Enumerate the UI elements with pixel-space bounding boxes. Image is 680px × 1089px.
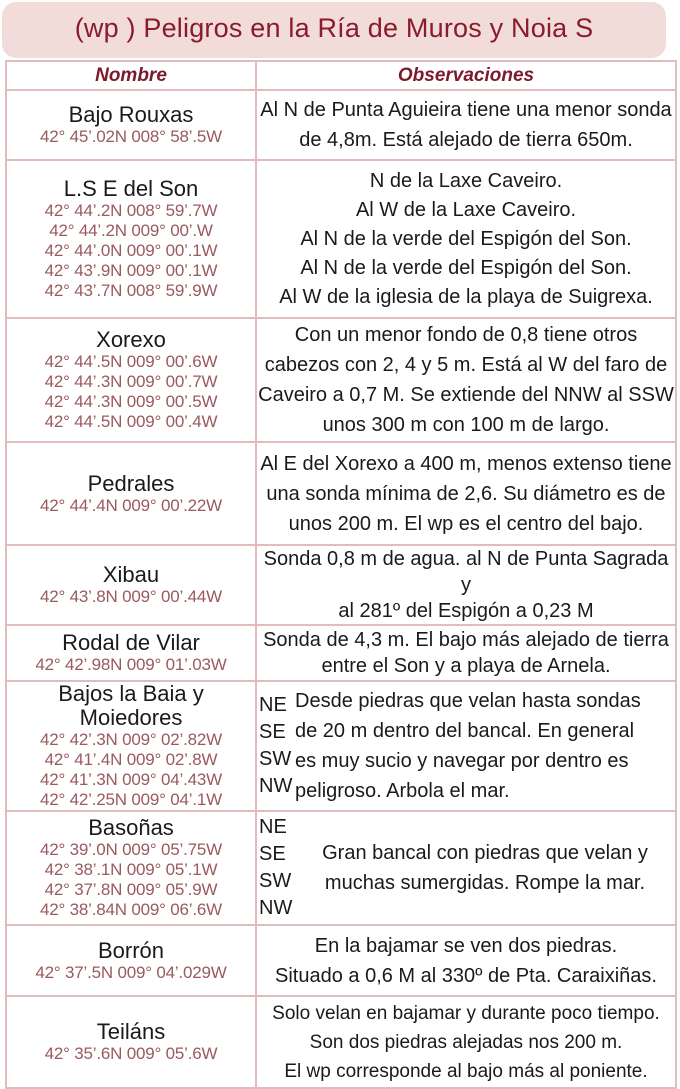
direction-label: SE	[259, 721, 286, 743]
observation-line: Sonda de 4,3 m. El bajo más alejado de tierra	[263, 629, 669, 651]
table-row	[6, 996, 676, 1088]
hazard-coord: 42° 37’.8N 009° 05’.9W	[44, 880, 218, 899]
hazard-name: Xorexo	[96, 327, 166, 352]
header-name: Nombre	[6, 61, 256, 90]
observation-line: Son dos piedras alejadas nos 200 m.	[309, 1031, 623, 1053]
direction-label: NW	[259, 775, 293, 797]
hazard-coord: 42° 44’.0N 009° 00’.1W	[44, 241, 218, 260]
direction-label: NE	[259, 816, 287, 838]
observations-cell	[256, 90, 676, 160]
hazard-name: L.S E del Son	[63, 176, 199, 201]
hazard-name: Basoñas	[88, 815, 174, 840]
hazard-coord: 42° 44’.3N 009° 00’.5W	[44, 392, 218, 411]
observation-line: Situado a 0,6 M al 330º de Pta. Caraixiñas.	[275, 964, 657, 987]
hazard-coord: 42° 44’.2N 008° 59’.7W	[44, 201, 218, 220]
hazard-name: Borrón	[97, 937, 165, 963]
table-row	[6, 811, 676, 925]
observation-line: es muy sucio y navegar por dentro es	[295, 750, 629, 772]
hazards-table	[5, 60, 677, 1089]
observation-line: Gran bancal con piedras que velan y	[322, 842, 648, 864]
observation-line: al 281º del Espigón a 0,23 M	[338, 600, 594, 622]
name-cell	[6, 811, 256, 925]
observations-cell	[256, 160, 676, 318]
hazard-name: Teiláns	[96, 1019, 166, 1044]
observations-cell	[256, 681, 676, 811]
hazard-coord: 42° 37’.5N 009° 04’.029W	[35, 962, 227, 982]
table-row	[6, 318, 676, 442]
observation-line: unos 200 m. El wp es el centro del bajo.	[288, 512, 644, 535]
table-header-row	[6, 61, 676, 90]
hazard-coord: 42° 41’.4N 009° 02’.8W	[44, 750, 218, 769]
name-cell	[6, 160, 256, 318]
name-cell	[6, 90, 256, 160]
hazard-coord: 42° 38’.84N 009° 06’.6W	[40, 900, 222, 919]
observation-line: Solo velan en bajamar y durante poco tiempo.	[272, 1002, 660, 1024]
observation-line: peligroso. Arbola el mar.	[295, 780, 510, 802]
hazard-coord: 42° 43’.8N 009° 00’.44W	[40, 587, 222, 606]
name-cell	[6, 681, 256, 811]
observation-line: muchas sumergidas. Rompe la mar.	[324, 872, 646, 894]
table-row	[6, 442, 676, 545]
observation-line: unos 300 m con 100 m de largo.	[322, 414, 610, 436]
hazard-coord: 42° 44’.5N 009° 00’.6W	[44, 352, 218, 371]
observation-line: una sonda mínima de 2,6. Su diámetro es de	[266, 482, 666, 505]
hazard-name: Rodal de Vilar	[62, 630, 200, 655]
observation-line: Al E del Xorexo a 400 m, menos extenso tiene	[260, 452, 672, 475]
hazard-name: Bajos la Baia y Moiedores	[58, 681, 204, 730]
name-cell	[6, 996, 256, 1088]
table-row	[6, 625, 676, 681]
table-row	[6, 160, 676, 318]
observation-line: de 4,8m. Está alejado de tierra 650m.	[299, 129, 633, 151]
direction-list	[257, 692, 295, 800]
name-cell	[6, 318, 256, 442]
observation-line: de 20 m dentro del bancal. En general	[295, 720, 635, 742]
observations-cell	[256, 318, 676, 442]
hazard-name: Pedrales	[87, 470, 175, 496]
observation-line: En la bajamar se ven dos piedras.	[314, 934, 618, 957]
hazard-coord: 42° 41’.3N 009° 04’.43W	[40, 770, 222, 789]
observations-cell	[256, 996, 676, 1088]
observation-line: entre el Son y a playa de Arnela.	[321, 655, 611, 677]
observation-line: El wp corresponde al bajo más al poniente.	[284, 1060, 648, 1082]
hazard-coord: 42° 44’.5N 009° 00’.4W	[44, 412, 218, 431]
direction-label: SE	[259, 843, 286, 865]
observations-cell	[256, 811, 676, 925]
observation-line: N de la Laxe Caveiro.	[369, 169, 563, 192]
name-cell	[6, 545, 256, 625]
table-row	[6, 90, 676, 160]
observation-line: Al N de la verde del Espigón del Son.	[300, 227, 632, 250]
observations-cell	[256, 442, 676, 545]
hazard-coord: 42° 45’.02N 008° 58’.5W	[40, 127, 222, 146]
hazard-coord: 42° 44’.2N 009° 00’.W	[49, 221, 213, 240]
hazard-coord: 42° 44’.4N 009° 00’.22W	[40, 495, 222, 515]
observation-line: Sonda 0,8 m de agua. al N de Punta Sagrada y	[263, 548, 669, 596]
name-cell	[6, 925, 256, 996]
direction-label: NE	[259, 694, 287, 716]
hazard-coord: 42° 35’.6N 009° 05’.6W	[44, 1044, 218, 1063]
direction-label: SW	[259, 748, 292, 770]
name-cell	[6, 442, 256, 545]
name-cell	[6, 625, 256, 681]
header-observations: Observaciones	[256, 61, 676, 90]
direction-list	[257, 814, 295, 922]
hazard-coord: 42° 42’.25N 009° 04’.1W	[40, 790, 222, 809]
page-title: (wp ) Peligros en la Ría de Muros y Noia S	[74, 13, 594, 43]
observation-line: Con un menor fondo de 0,8 tiene otros	[294, 324, 638, 346]
table-row	[6, 925, 676, 996]
observation-line: Al W de la Laxe Caveiro.	[355, 198, 577, 221]
hazard-coord: 42° 43’.9N 009° 00’.1W	[44, 261, 218, 280]
hazard-coord: 42° 44’.3N 009° 00’.7W	[44, 372, 218, 391]
observations-cell	[256, 625, 676, 681]
hazard-name: Bajo Rouxas	[68, 102, 194, 127]
observation-line: cabezos con 2, 4 y 5 m. Está al W del faro de	[264, 354, 668, 376]
direction-label: NW	[259, 897, 293, 919]
hazard-coord: 42° 42’.98N 009° 01’.03W	[35, 655, 227, 674]
table-row	[6, 545, 676, 625]
direction-label: SW	[259, 870, 292, 892]
hazard-coord: 42° 42’.3N 009° 02’.82W	[40, 730, 222, 749]
hazard-coord: 42° 39’.0N 009° 05’.75W	[40, 840, 222, 859]
table-row	[6, 681, 676, 811]
observation-line: Al N de la verde del Espigón del Son.	[300, 256, 632, 279]
observation-line: Al W de la iglesia de la playa de Suigrexa.	[279, 285, 653, 308]
observation-line: Caveiro a 0,7 M. Se extiende del NNW al SSW	[258, 384, 674, 406]
title-banner	[2, 2, 666, 58]
observation-line: Al N de Punta Aguieira tiene una menor sonda	[260, 99, 672, 121]
hazard-coord: 42° 38’.1N 009° 05’.1W	[44, 860, 218, 879]
observations-cell	[256, 925, 676, 996]
observation-line: Desde piedras que velan hasta sondas	[295, 690, 641, 712]
hazard-coord: 42° 43’.7N 008° 59’.9W	[44, 281, 218, 300]
hazard-name: Xibau	[102, 562, 160, 587]
observations-cell	[256, 545, 676, 625]
